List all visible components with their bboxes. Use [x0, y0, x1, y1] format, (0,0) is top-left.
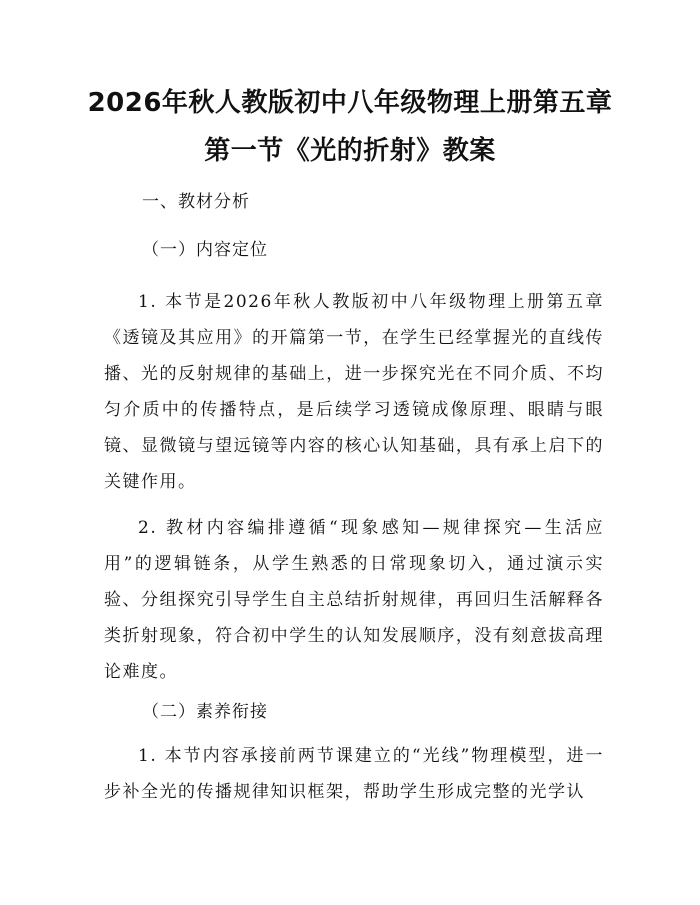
- paragraph-literacy-connection-1: 1. 本节内容承接前两节课建立的“光线”物理模型，进一步补全光的传播规律知识框架，帮助学生形成完整的光学认: [104, 746, 604, 802]
- section-heading-textbook-analysis: 一、教材分析: [142, 192, 250, 212]
- document-title-line-2: 第一节《光的折射》教案: [204, 136, 496, 166]
- paragraph-content-positioning-2: 2. 教材内容编排遵循“现象感知—规律探究—生活应用”的逻辑链条，从学生熟悉的日常现象切入，通过演示实验、分组探究引导学生自主总结折射规律，再回归生活解释各类折射现象，符合初中学生的认知发展顺序，没有刻意拔高理论难度。: [104, 518, 604, 682]
- document-title-line-1: 2026年秋人教版初中八年级物理上册第五章: [87, 88, 613, 118]
- paragraph-content-positioning-1: 1. 本节是2026年秋人教版初中八年级物理上册第五章《透镜及其应用》的开篇第一节，在学生已经掌握光的直线传播、光的反射规律的基础上，进一步探究光在不同介质、不均匀介质中的传播特点，是后续学习透镜成像原理、眼睛与眼镜、显微镜与望远镜等内容的核心认知基础，具有承上启下的关键作用。: [104, 292, 604, 492]
- subsection-heading-content-positioning: （一）内容定位: [142, 240, 268, 260]
- subsection-heading-literacy-connection: （二）素养衔接: [142, 702, 268, 722]
